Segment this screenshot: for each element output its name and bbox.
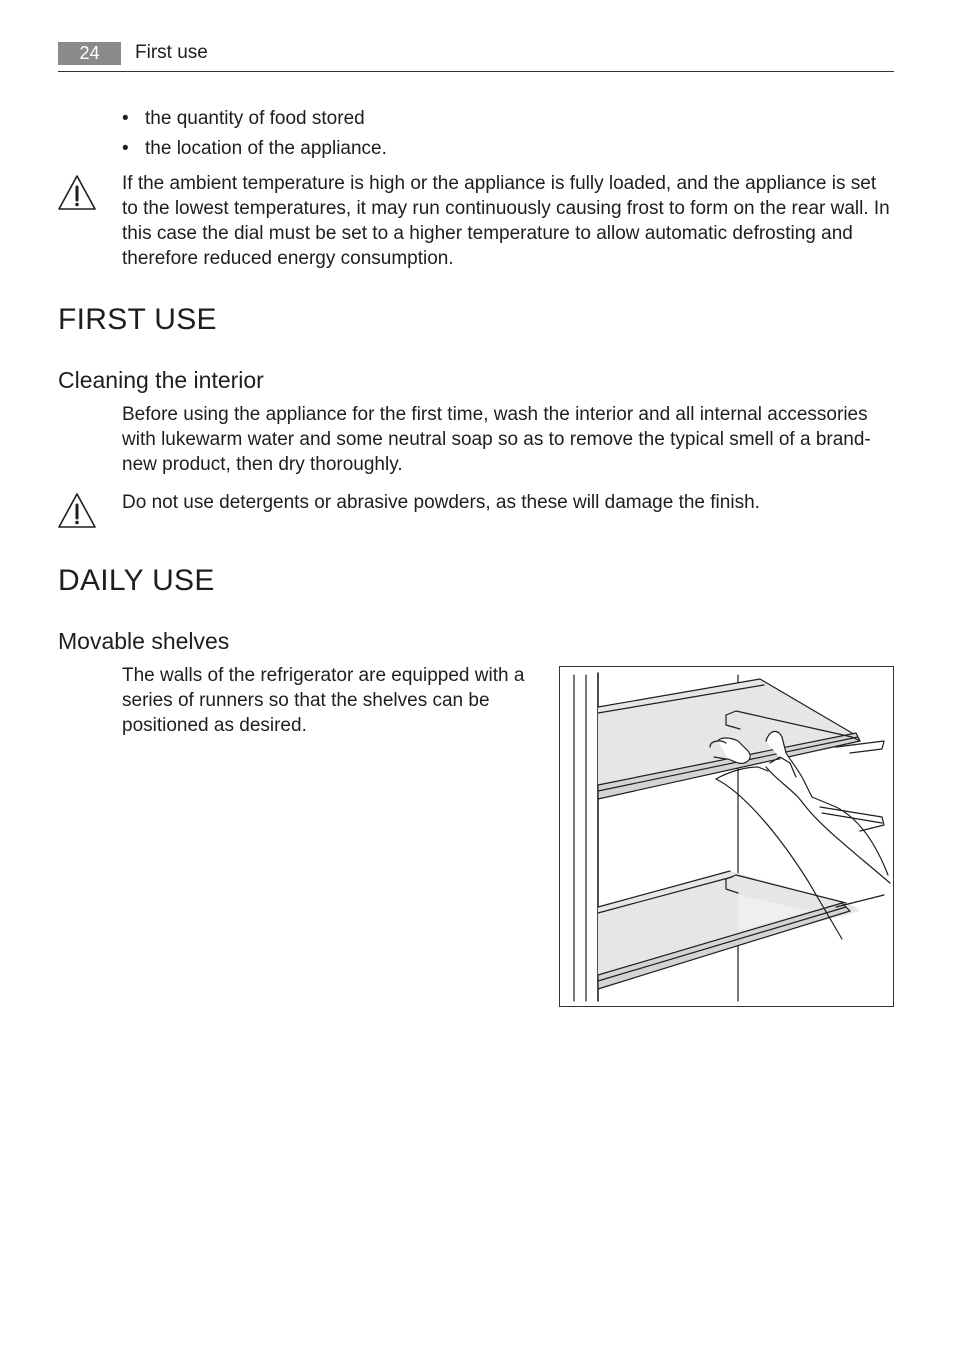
movable-shelves-text: The walls of the refrigerator are equipped with a series of runners so that the shelves can be positioned as desired.	[122, 665, 525, 736]
intro-bullet-list	[122, 104, 387, 164]
movable-shelves-heading: Movable shelves	[58, 628, 230, 654]
cleaning-instructions: Before using the appliance for the first time, wash the interior and all internal accessories with lukewarm water and some neutral soap so as to remove the typical smell of a brand-new product, then dry thoroughly.	[122, 404, 871, 475]
page-header	[58, 40, 894, 72]
list-item: • the location of the appliance.	[122, 134, 387, 164]
detergent-warning: Do not use detergents or abrasive powders, as these will damage the finish.	[122, 492, 760, 513]
warning-triangle-icon	[57, 174, 97, 211]
hands-moving-shelf-illustration	[559, 666, 894, 1007]
ambient-temperature-warning: If the ambient temperature is high or the appliance is fully loaded, and the appliance is set to the lowest temperatures, it may run continuously causing frost to form on the rear wall. In this case the dial must be set to a higher temperature to allow automatic defrosting and therefore reduced energy consumption.	[122, 173, 890, 269]
first-use-heading: FIRST USE	[58, 303, 217, 336]
shelf-illustration-drawing	[560, 667, 893, 1006]
header-section-title: First use	[135, 42, 208, 63]
cleaning-interior-heading: Cleaning the interior	[58, 367, 264, 393]
list-item: • the quantity of food stored	[122, 104, 387, 134]
page-number: 24	[58, 42, 121, 65]
warning-triangle-icon	[57, 492, 97, 529]
daily-use-heading: DAILY USE	[58, 564, 215, 597]
